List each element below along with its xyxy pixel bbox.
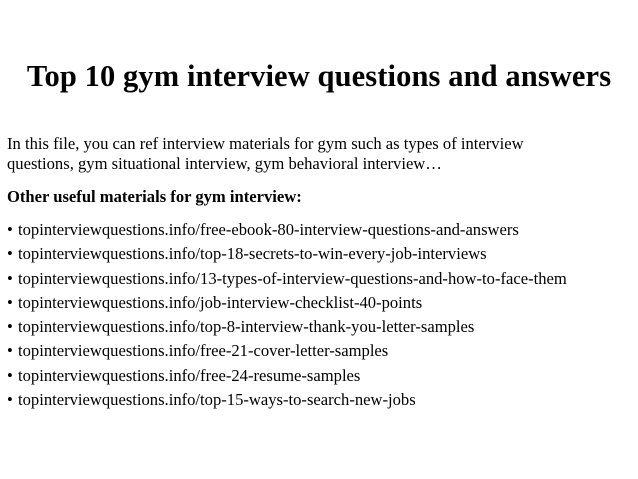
list-item (7, 244, 567, 268)
resource-link[interactable]: topinterviewquestions.info/top-8-interview-thank-you-letter-samples (18, 317, 475, 337)
bullet-icon: • (7, 341, 13, 361)
intro-paragraph (7, 134, 627, 174)
bullet-icon: • (7, 365, 13, 385)
resource-link[interactable]: topinterviewquestions.info/top-18-secrets-to-win-every-job-interviews (18, 244, 487, 264)
resource-link[interactable]: topinterviewquestions.info/free-ebook-80-interview-questions-and-answers (18, 220, 519, 239)
bullet-icon: • (7, 244, 13, 264)
resource-link[interactable]: topinterviewquestions.info/13-types-of-interview-questions-and-how-to-face-them (18, 268, 567, 288)
list-item (7, 269, 567, 293)
list-item (7, 341, 567, 365)
intro-line: In this file, you can ref interview materials for gym such as types of interview (7, 134, 524, 153)
list-item (7, 366, 567, 390)
bullet-icon: • (7, 390, 13, 410)
list-item (7, 220, 567, 244)
resource-link[interactable]: topinterviewquestions.info/job-interview-checklist-40-points (18, 292, 423, 312)
list-item (7, 293, 567, 317)
bullet-icon: • (7, 317, 13, 337)
bullet-icon: • (7, 292, 13, 312)
resource-link[interactable]: topinterviewquestions.info/free-24-resume-samples (18, 365, 361, 385)
page-title: Top 10 gym interview questions and answers (26, 59, 612, 93)
resource-link[interactable]: topinterviewquestions.info/top-15-ways-to-search-new-jobs (18, 390, 416, 410)
bullet-icon: • (7, 268, 13, 288)
section-heading: Other useful materials for gym interview: (7, 187, 302, 206)
list-item (7, 390, 567, 414)
resource-link[interactable]: topinterviewquestions.info/free-21-cover-letter-samples (18, 341, 389, 361)
bullet-icon: • (7, 220, 13, 239)
list-item (7, 317, 567, 341)
intro-line: questions, gym situational interview, gym behavioral interview… (7, 154, 442, 173)
resource-link-list (7, 220, 567, 414)
